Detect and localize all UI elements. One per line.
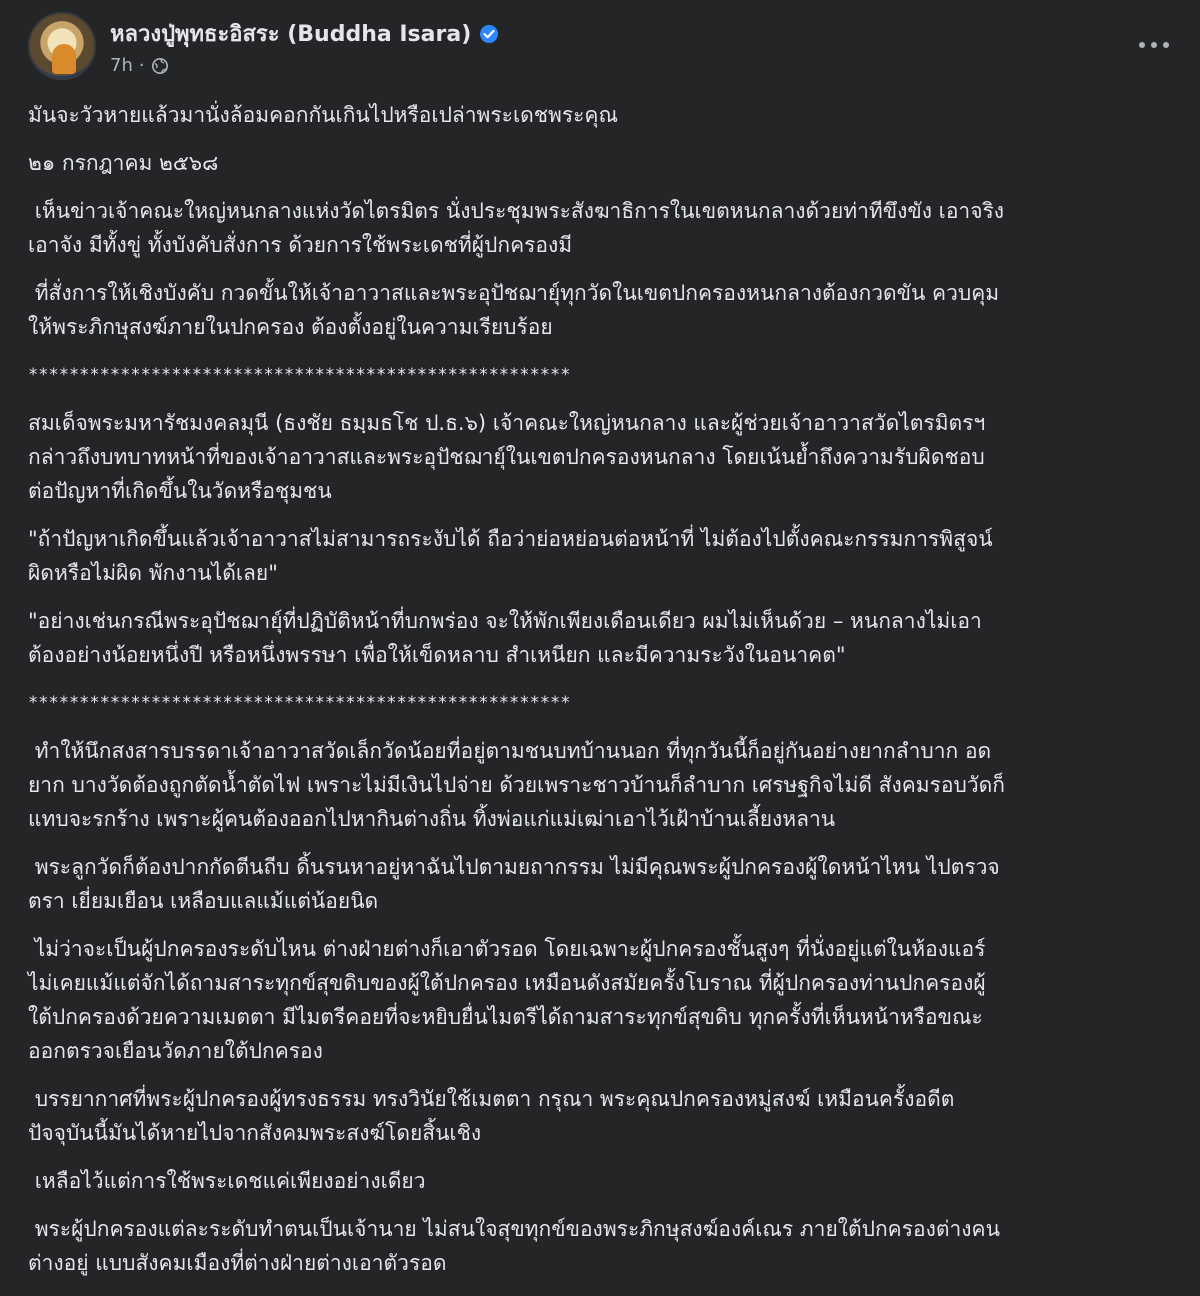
more-options-icon[interactable] bbox=[1134, 30, 1174, 60]
star-divider: ***************************************************** bbox=[28, 365, 571, 385]
globe-icon[interactable] bbox=[151, 57, 169, 75]
post-body bbox=[28, 98, 1170, 1294]
post-paragraph-date: ๒๑ กรกฎาคม ๒๕๖๘ bbox=[28, 151, 219, 175]
page-avatar[interactable] bbox=[28, 12, 96, 80]
name-row bbox=[110, 16, 499, 51]
post-paragraph: เห็นข่าวเจ้าคณะใหญ่หนกลางแห่งวัดไตรมิตร นั่งประชุมพระสังฆาธิการในเขตหนกลางด้วยท่าทีขึงขัง เอาจริง เอาจัง มีทั้งขู่ ทั้งบังคับสั่งการ ด้วยการใช้พระเดชที่ผู้ปกครองมี bbox=[28, 199, 1005, 257]
post-paragraph: บรรยากาศที่พระผู้ปกครองผู้ทรงธรรม ทรงวินัยใช้เมตตา กรุณา พระคุณปกครองหมู่สงฆ์ เหมือนครั้งอดีต ปัจจุบันนี้มันได้หายไปจากสังคมพระสงฆ์โดยสิ้นเชิง bbox=[28, 1087, 955, 1145]
post-header bbox=[28, 12, 499, 80]
post-meta bbox=[110, 55, 499, 76]
post-header-text bbox=[110, 16, 499, 76]
more-dot bbox=[1151, 42, 1157, 48]
post-paragraph: เหลือไว้แต่การใช้พระเดชแค่เพียงอย่างเดียว bbox=[28, 1169, 426, 1193]
more-dot bbox=[1139, 42, 1145, 48]
post-paragraph: ที่สั่งการให้เชิงบังคับ กวดขั้นให้เจ้าอาวาสและพระอุปัชฌายุ์ทุกวัดในเขตปกครองหนกลางต้องกวดขัน ควบคุม ให้พระภิกษุสงฆ์ภายในปกครอง ต้องตั้งอยู่ในความเรียบร้อย bbox=[28, 281, 1000, 339]
post-paragraph: พระลูกวัดก็ต้องปากกัดตีนถีบ ดิ้นรนหาอยู่หาฉันไปตามยถากรรม ไม่มีคุณพระผู้ปกครองผู้ใดหน้าไหน ไปตรวจ ตรา เยี่ยมเยือน เหลือบแลแม้แต่น้อยนิด bbox=[28, 855, 1000, 913]
post-paragraph: ทำให้นึกสงสารบรรดาเจ้าอาวาสวัดเล็กวัดน้อยที่อยู่ตามชนบทบ้านนอก ที่ทุกวันนี้ก็อยู่กันอย่างยากลำบาก อด ยาก บางวัดต้องถูกตัดน้ำตัดไฟ เพราะไม่มีเงินไปจ่าย ด้วยเพราะชาวบ้านก็ลำบาก เศรษฐกิจไม่ดี สังคมรอบวัดก็ แทบจะรกร้าง เพราะผู้คนต้องออกไปหากินต่างถิ่น ทิ้งพ่อแก่แม่เฒ่าเอาไว้เฝ้าบ้านเลี้ยงหลาน bbox=[28, 739, 1005, 831]
post-paragraph: พระผู้ปกครองแต่ละระดับทำตนเป็นเจ้านาย ไม่สนใจสุขทุกข์ของพระภิกษุสงฆ์องค์เณร ภายใต้ปกครองต่างคน ต่างอยู่ แบบสังคมเมืองที่ต่างฝ่ายต่างเอาตัวรอด bbox=[28, 1217, 1000, 1275]
page-name-link[interactable]: หลวงปู่พุทธะอิสระ (Buddha Isara) bbox=[110, 22, 472, 47]
meta-separator: · bbox=[138, 55, 145, 76]
star-divider: ***************************************************** bbox=[28, 693, 571, 713]
post-timestamp[interactable]: 7h bbox=[110, 55, 133, 76]
verified-badge-icon bbox=[479, 24, 499, 44]
post-paragraph-title: มันจะวัวหายแล้วมานั่งล้อมคอกกันเกินไปหรือเปล่าพระเดชพระคุณ bbox=[28, 103, 618, 127]
post-paragraph: ไม่ว่าจะเป็นผู้ปกครองระดับไหน ต่างฝ่ายต่างก็เอาตัวรอด โดยเฉพาะผู้ปกครองชั้นสูงๆ ที่นั่งอยู่แต่ในห้องแอร์ ไม่เคยแม้แต่จักได้ถามสาระทุกข์สุขดิบของผู้ใต้ปกครอง เหมือนดังสมัยครั้งโบราณ ที่ผู้ปกครองท่านปกครองผู้ ใต้ปกครองด้วยความเมตตา มีไมตรีคอยที่จะหยิบยื่นไมตรีได้ถามสาระทุกข์สุขดิบ ทุกครั้งที่เห็นหน้าหรือขณะ ออกตรวจเยือนวัดภายใต้ปกครอง bbox=[28, 937, 986, 1063]
more-dot bbox=[1163, 42, 1169, 48]
post-paragraph: สมเด็จพระมหารัชมงคลมุนี (ธงชัย ธมฺมธโช ป.ธ.๖) เจ้าคณะใหญ่หนกลาง และผู้ช่วยเจ้าอาวาสวัดไตรมิตรฯ กล่าวถึงบทบาทหน้าที่ของเจ้าอาวาสและพระอุปัชฌายุ์ในเขตปกครองหนกลาง โดยเน้นย้ำถึงความรับผิดชอบ ต่อปัญหาที่เกิดขึ้นในวัดหรือชุมชน bbox=[28, 411, 986, 503]
post-quote: "อย่างเช่นกรณีพระอุปัชฌายุ์ที่ปฏิบัติหน้าที่บกพร่อง จะให้พักเพียงเดือนเดียว ผมไม่เห็นด้วย – หนกลางไม่เอา ต้องอย่างน้อยหนึ่งปี หรือหนึ่งพรรษา เพื่อให้เข็ดหลาบ สำเหนียก และมีความระวังในอนาคต" bbox=[28, 609, 982, 667]
post-quote: "ถ้าปัญหาเกิดขึ้นแล้วเจ้าอาวาสไม่สามารถระงับได้ ถือว่าย่อหย่อนต่อหน้าที่ ไม่ต้องไปตั้งคณะกรรมการพิสูจน์ ผิดหรือไม่ผิด พักงานได้เลย" bbox=[28, 527, 993, 585]
